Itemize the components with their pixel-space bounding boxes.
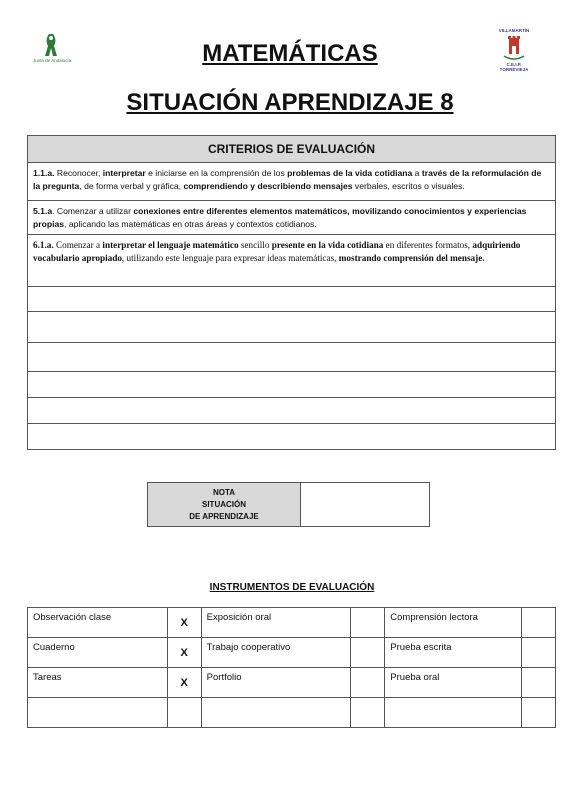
criterion-1 xyxy=(28,163,556,201)
grade-box xyxy=(147,482,430,527)
instrument-row xyxy=(28,638,556,668)
criteria-empty-row xyxy=(28,398,556,424)
instrument-check-cell[interactable] xyxy=(522,698,556,728)
instrument-label-cell: Tareas xyxy=(28,668,168,698)
instrument-label-cell xyxy=(385,698,522,728)
instrument-label-cell: Trabajo cooperativo xyxy=(201,638,351,668)
instrument-label-cell: Portfolio xyxy=(201,668,351,698)
instrument-check-cell[interactable] xyxy=(351,638,385,668)
instruments-heading: INSTRUMENTOS DE EVALUACIÓN xyxy=(209,582,375,593)
criterion-text-segment: 6.1.a. xyxy=(33,240,54,250)
instrument-check-cell[interactable] xyxy=(522,668,556,698)
instrument-check-cell[interactable] xyxy=(167,698,201,728)
page-title: MATEMÁTICAS xyxy=(202,40,378,67)
grade-label-line3: DE APRENDIZAJE xyxy=(189,511,259,521)
criterion-text-segment: presente en la vida cotidiana xyxy=(271,240,384,250)
instrument-label-cell: Prueba escrita xyxy=(385,638,522,668)
criteria-empty-row xyxy=(28,372,556,398)
grade-value-field[interactable] xyxy=(301,483,430,527)
criterion-text-segment: conexiones entre diferentes elementos matemáticos, movilizando conocimientos y experiencias propias xyxy=(33,206,527,229)
criterion-text-segment: 1.1.a. xyxy=(33,168,55,178)
instrument-label-cell: Prueba oral xyxy=(385,668,522,698)
criteria-empty-row xyxy=(28,343,556,372)
criterion-text-segment: , aplicando las matemáticas en otras áreas y contextos cotidianos. xyxy=(64,218,317,229)
criteria-empty-row xyxy=(28,424,556,450)
criterion-text-segment: e iniciarse en la comprensión de los xyxy=(145,168,288,178)
instruments-table xyxy=(27,607,556,728)
criterion-text-segment: a xyxy=(412,168,422,178)
instrument-row xyxy=(28,698,556,728)
criterion-text-segment: interpretar el lenguaje matemático xyxy=(102,240,239,250)
criterion-text-segment: Comenzar a xyxy=(53,240,103,250)
criterion-text-segment: mostrando comprensión del mensaje. xyxy=(338,252,485,263)
school-logo-ceip: C.E.I.P. xyxy=(506,62,522,67)
school-logo-town: TORREVIEJA xyxy=(499,67,529,72)
criterion-text-segment: problemas de la vida cotidiana xyxy=(287,168,413,178)
criterion-text-segment: comprendiendo y describiendo mensajes xyxy=(183,180,353,191)
instrument-check-cell[interactable] xyxy=(351,698,385,728)
criterion-text-segment: través de la reformulación de la pregunta xyxy=(33,168,542,191)
criterion-3 xyxy=(28,235,556,287)
instrument-label-cell: Exposición oral xyxy=(201,608,351,638)
criterion-text-segment: sencillo xyxy=(238,240,272,250)
criterion-text-segment: , de forma verbal y gráfica, xyxy=(79,180,184,191)
instrument-check-cell[interactable]: X xyxy=(167,608,201,638)
instrument-check-cell[interactable] xyxy=(522,638,556,668)
instrument-check-cell[interactable]: X xyxy=(167,668,201,698)
page-subtitle: SITUACIÓN APRENDIZAJE 8 xyxy=(126,89,454,116)
instrument-check-cell[interactable] xyxy=(351,668,385,698)
criteria-empty-row xyxy=(28,312,556,343)
criterion-text-segment: verbales, escritos o visuales. xyxy=(352,180,465,191)
instrument-check-cell[interactable] xyxy=(522,608,556,638)
criterion-text-segment: 5.1.a xyxy=(33,206,53,216)
criterion-text-segment: , utilizando este lenguaje para expresar ideas matemáticas, xyxy=(121,252,339,263)
instrument-label-cell xyxy=(201,698,351,728)
criteria-empty-row xyxy=(28,287,556,312)
grade-label-line2: SITUACIÓN xyxy=(202,499,246,509)
instrument-label-cell: Cuaderno xyxy=(28,638,168,668)
criterion-text-segment: interpretar xyxy=(102,168,146,178)
instrument-label-cell: Observación clase xyxy=(28,608,168,638)
criteria-heading: CRITERIOS DE EVALUACIÓN xyxy=(28,136,556,163)
school-logo-top-text: VILLAMARTÍN xyxy=(498,28,530,33)
criterion-text-segment: . Comenzar a utilizar xyxy=(52,206,134,216)
criteria-table xyxy=(27,135,556,450)
criterion-2 xyxy=(28,201,556,235)
instrument-label-cell: Comprensión lectora xyxy=(385,608,522,638)
grade-label-line1: NOTA xyxy=(212,487,236,497)
criterion-text-segment: adquiriendo vocabulario apropiado xyxy=(33,240,521,263)
grade-label xyxy=(148,483,301,527)
criterion-text-segment: en diferentes formatos, xyxy=(383,240,473,250)
instrument-row xyxy=(28,608,556,638)
criterion-text-segment: Reconocer, xyxy=(54,168,103,178)
instrument-check-cell[interactable]: X xyxy=(167,638,201,668)
instrument-row xyxy=(28,668,556,698)
instrument-label-cell xyxy=(28,698,168,728)
junta-logo-caption: Junta de Andalucía xyxy=(32,58,72,63)
instrument-check-cell[interactable] xyxy=(351,608,385,638)
